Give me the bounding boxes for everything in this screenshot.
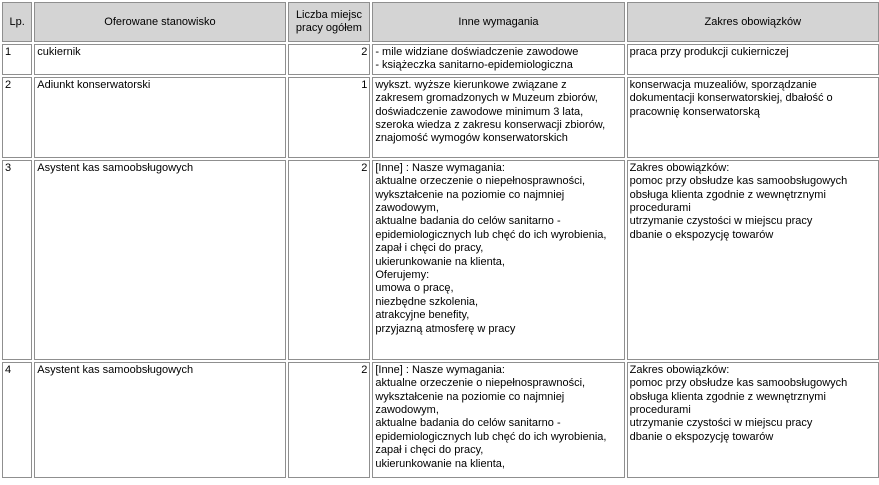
requirement-line: - książeczka sanitarno-epidemiologiczna xyxy=(375,59,573,72)
cell-position: cukiernik xyxy=(34,44,285,75)
requirement-line: atrakcyjne benefity, xyxy=(375,309,470,322)
table-row xyxy=(2,44,879,75)
cell-duties xyxy=(627,362,879,478)
requirement-line: przyjazną atmosferę w pracy xyxy=(375,322,516,335)
duty-line: Zakres obowiązków: xyxy=(629,161,730,174)
requirement-line: ukierunkowanie na klienta, xyxy=(375,457,505,470)
requirement-line: zapał i chęci do pracy, xyxy=(375,444,484,457)
duty-line: procedurami xyxy=(629,202,691,215)
duty-line: praca przy produkcji cukierniczej xyxy=(629,46,789,58)
cell-lp: 1 xyxy=(2,44,32,75)
cell-requirements xyxy=(372,160,624,360)
requirement-line: zawodowym, xyxy=(375,202,439,215)
cell-duties xyxy=(627,44,879,75)
requirement-line: aktualne orzeczenie o niepełnosprawności, xyxy=(375,377,586,390)
duty-line: pracownię konserwatorską xyxy=(629,105,760,118)
requirement-line: - mile widziane doświadczenie zawodowe xyxy=(375,46,579,58)
duty-line: obsługa klienta zgodnie z wewnętrznymi xyxy=(629,390,826,403)
requirement-line: zakresem gromadzonych w Muzeum zbiorów, xyxy=(375,92,598,105)
cell-lp: 3 xyxy=(2,160,32,360)
duty-line: dbanie o ekspozycję towarów xyxy=(629,430,774,443)
header-lp: Lp. xyxy=(2,2,32,42)
duty-line: pomoc przy obsłudze kas samoobsługowych xyxy=(629,377,848,390)
duty-line: utrzymanie czystości w miejscu pracy xyxy=(629,417,813,430)
cell-requirements xyxy=(372,362,624,478)
duty-line: dbanie o ekspozycję towarów xyxy=(629,228,774,241)
requirement-line: epidemiologicznych lub chęć do ich wyrobienia, xyxy=(375,430,607,443)
header-row xyxy=(2,2,879,42)
cell-lp: 2 xyxy=(2,77,32,158)
requirement-line: zawodowym, xyxy=(375,404,439,417)
requirement-line: doświadczenie zawodowe minimum 3 lata, xyxy=(375,105,584,118)
cell-duties xyxy=(627,160,879,360)
table-body xyxy=(2,44,879,478)
requirement-line: ukierunkowanie na klienta, xyxy=(375,255,505,268)
requirement-line: wykształcenie na poziomie co najmniej xyxy=(375,390,565,403)
requirement-line: aktualne badania do celów sanitarno - xyxy=(375,215,561,228)
table-header xyxy=(2,2,879,42)
cell-places: 2 xyxy=(288,160,371,360)
requirement-line: [Inne] : Nasze wymagania: xyxy=(375,161,505,174)
header-places: Liczba miejsc pracy ogółem xyxy=(288,2,371,42)
duty-line: konserwacja muzealiów, sporządzanie xyxy=(629,78,817,91)
cell-places: 1 xyxy=(288,77,371,158)
cell-duties xyxy=(627,77,879,158)
cell-position: Asystent kas samoobsługowych xyxy=(34,160,285,360)
requirement-line: Oferujemy: xyxy=(375,269,430,282)
requirement-line: znajomość wymogów konserwatorskich xyxy=(375,132,568,145)
cell-places: 2 xyxy=(288,44,371,75)
duty-line: Zakres obowiązków: xyxy=(629,363,730,376)
requirement-line: wykształcenie na poziomie co najmniej xyxy=(375,188,565,201)
table-row xyxy=(2,77,879,158)
duty-line: pomoc przy obsłudze kas samoobsługowych xyxy=(629,175,848,188)
header-position: Oferowane stanowisko xyxy=(34,2,285,42)
cell-requirements xyxy=(372,44,624,75)
requirement-line: zapał i chęci do pracy, xyxy=(375,242,484,255)
requirement-line: [Inne] : Nasze wymagania: xyxy=(375,363,505,376)
duty-line: utrzymanie czystości w miejscu pracy xyxy=(629,215,813,228)
cell-position: Asystent kas samoobsługowych xyxy=(34,362,285,478)
requirement-line: aktualne badania do celów sanitarno - xyxy=(375,417,561,430)
requirement-line: epidemiologicznych lub chęć do ich wyrobienia, xyxy=(375,228,607,241)
table-row xyxy=(2,160,879,360)
requirement-line: aktualne orzeczenie o niepełnosprawności, xyxy=(375,175,586,188)
cell-places: 2 xyxy=(288,362,371,478)
cell-position: Adiunkt konserwatorski xyxy=(34,77,285,158)
header-duties: Zakres obowiązków xyxy=(627,2,879,42)
requirement-line: wykszt. wyższe kierunkowe związane z xyxy=(375,78,567,91)
table-row xyxy=(2,362,879,478)
requirement-line: umowa o pracę, xyxy=(375,282,454,295)
cell-lp: 4 xyxy=(2,362,32,478)
requirement-line: szeroka wiedza z zakresu konserwacji zbiorów, xyxy=(375,119,606,132)
duty-line: dokumentacji konserwatorskiej, dbałość o xyxy=(629,92,833,105)
requirement-line: niezbędne szkolenia, xyxy=(375,295,479,308)
duty-line: obsługa klienta zgodnie z wewnętrznymi xyxy=(629,188,826,201)
header-requirements: Inne wymagania xyxy=(372,2,624,42)
cell-requirements xyxy=(372,77,624,158)
duty-line: procedurami xyxy=(629,404,691,417)
